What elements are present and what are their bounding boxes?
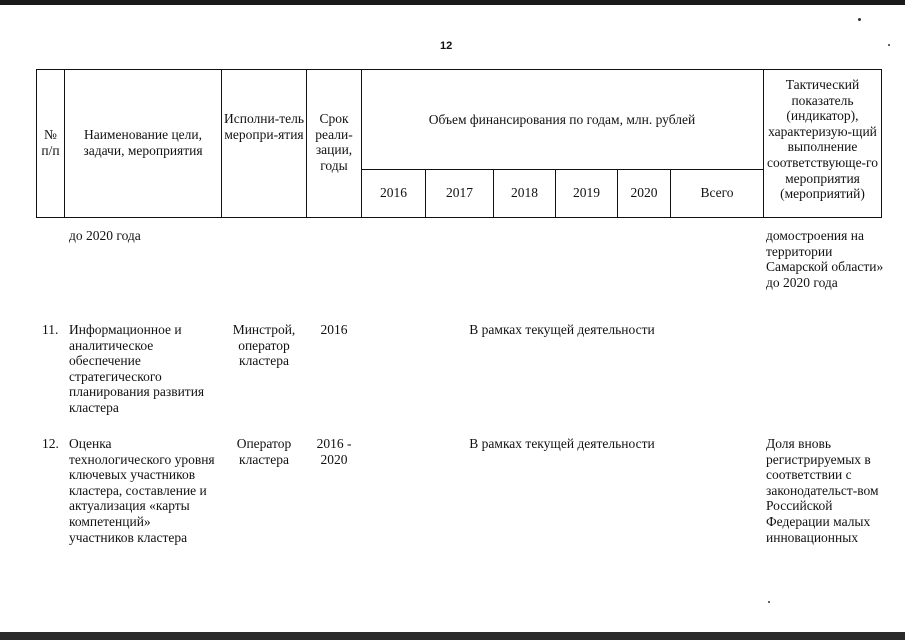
header-executor: Исполни-тель меропри-ятия <box>223 111 304 142</box>
row-executor: Оператор кластера <box>236 436 292 467</box>
header-funding: Объем финансирования по годам, млн. рублей <box>428 112 696 127</box>
row-executor: Минстрой, оператор кластера <box>232 322 296 369</box>
row-term: 2016 <box>320 322 348 337</box>
scan-edge-bottom <box>0 632 905 640</box>
header-num: № п/п <box>41 127 60 158</box>
page-number: 12 <box>440 40 453 52</box>
header-year-2016: 2016 <box>380 185 407 200</box>
row-indicator: Доля вновь регистрируемых в соответствии с законодательст-вом Российской Федерации малых инновационных <box>766 436 879 545</box>
continued-indicator: домостроения на территории Самарской области» до 2020 года <box>766 228 884 290</box>
scan-speck <box>768 601 770 603</box>
row-term: 2016 - 2020 <box>316 436 352 467</box>
scan-speck <box>858 18 861 21</box>
header-term: Срок реали-зации, годы <box>315 111 353 173</box>
row-name: Оценка технологического уровня ключевых участников кластера, составление и актуализация «карты компетенций» участников кластера <box>69 436 215 545</box>
row-number: 12. <box>42 436 59 451</box>
header-indicator: Тактический показатель (индикатор), характеризую-щий выполнение соответствующе-го мероприятия (мероприятий) <box>766 77 879 202</box>
header-year-2017: 2017 <box>446 185 473 200</box>
row-name: Информационное и аналитическое обеспечение стратегического планирования развития кластера <box>69 322 205 415</box>
continued-name: до 2020 года <box>69 228 141 243</box>
header-year-2019: 2019 <box>573 185 600 200</box>
scan-edge-top <box>0 0 905 5</box>
row-funding: В рамках текущей деятельности <box>469 436 655 451</box>
header-year-2020: 2020 <box>630 185 658 200</box>
row-funding: В рамках текущей деятельности <box>469 322 655 337</box>
row-number: 11. <box>42 322 59 337</box>
header-total: Всего <box>700 185 734 200</box>
scan-speck <box>888 44 890 46</box>
header-name: Наименование цели, задачи, мероприятия <box>83 127 203 158</box>
header-year-2018: 2018 <box>511 185 538 200</box>
